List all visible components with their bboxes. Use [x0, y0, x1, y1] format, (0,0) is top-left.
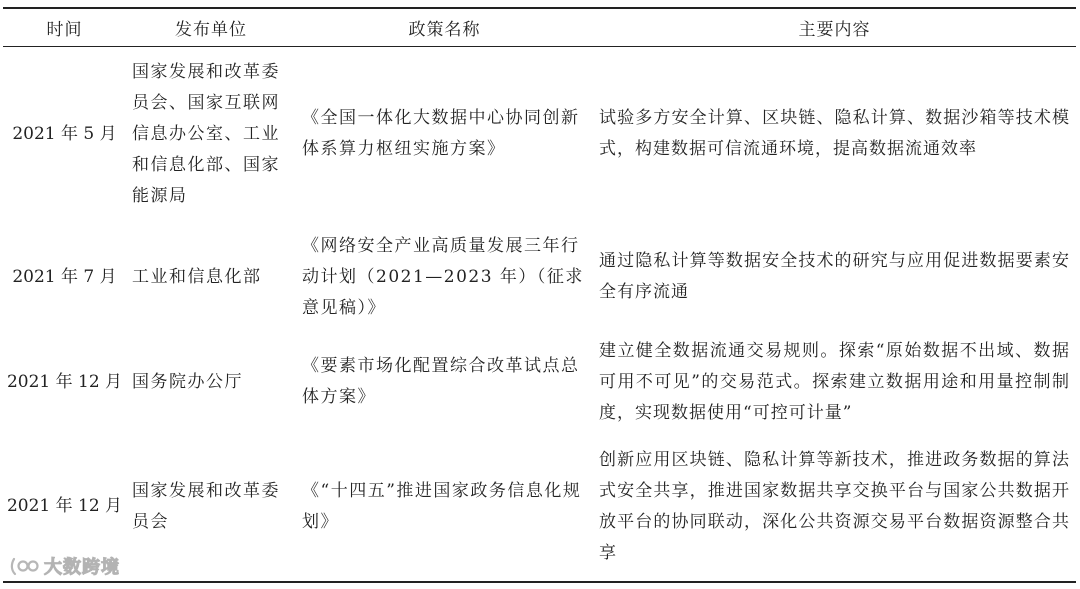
cell-time: 2021 年 12 月	[3, 432, 126, 582]
table-header-row	[3, 8, 1076, 46]
table-row	[3, 46, 1076, 222]
header-main-content: 主要内容	[593, 8, 1076, 46]
brand-logo-icon	[10, 555, 40, 577]
cell-time: 2021 年 12 月	[6, 371, 123, 392]
table-row	[3, 332, 1076, 432]
cell-main-content: 创新应用区块链、隐私计算等新技术，推进政务数据的算法式安全共享，推进国家数据共享交换平台与国家公共数据开放平台的协同联动，深化公共资源交易平台数据资源整合共享	[593, 432, 1076, 582]
cell-main-content: 建立健全数据流通交易规则。探索“原始数据不出域、数据可用不可见”的交易范式。探索建立数据用途和用量控制制度，实现数据使用“可控可计量”	[599, 340, 1070, 423]
table-row	[3, 432, 1076, 582]
table-row	[3, 222, 1076, 332]
cell-issuer: 国家发展和改革委员会、国家互联网信息办公室、工业和信息化部、国家能源局	[132, 61, 280, 206]
header-policy-name: 政策名称	[296, 8, 593, 46]
policy-table	[3, 7, 1076, 583]
watermark	[10, 553, 120, 579]
header-issuer: 发布单位	[126, 8, 296, 46]
header-time: 时间	[3, 8, 126, 46]
cell-policy-name: 《全国一体化大数据中心协同创新体系算力枢纽实施方案》	[302, 108, 580, 160]
cell-policy-name: 《“十四五”推进国家政务信息化规划》	[296, 432, 593, 582]
cell-time: 2021 年 5 月	[12, 123, 117, 144]
cell-issuer: 工业和信息化部	[132, 266, 262, 287]
cell-main-content: 试验多方安全计算、区块链、隐私计算、数据沙箱等技术模式，构建数据可信流通环境，提高数据流通效率	[599, 108, 1070, 160]
cell-time: 2021 年 7 月	[12, 266, 117, 287]
cell-issuer: 国家发展和改革委员会	[126, 432, 296, 582]
watermark-text: 大数跨境	[44, 557, 120, 578]
cell-issuer: 国务院办公厅	[132, 371, 243, 392]
cell-main-content: 通过隐私计算等数据安全技术的研究与应用促进数据要素安全有序流通	[599, 251, 1070, 302]
cell-policy-name: 《网络安全产业高质量发展三年行动计划（2021—2023 年）（征求意见稿）》	[302, 235, 584, 318]
cell-policy-name: 《要素市场化配置综合改革试点总体方案》	[302, 356, 580, 407]
